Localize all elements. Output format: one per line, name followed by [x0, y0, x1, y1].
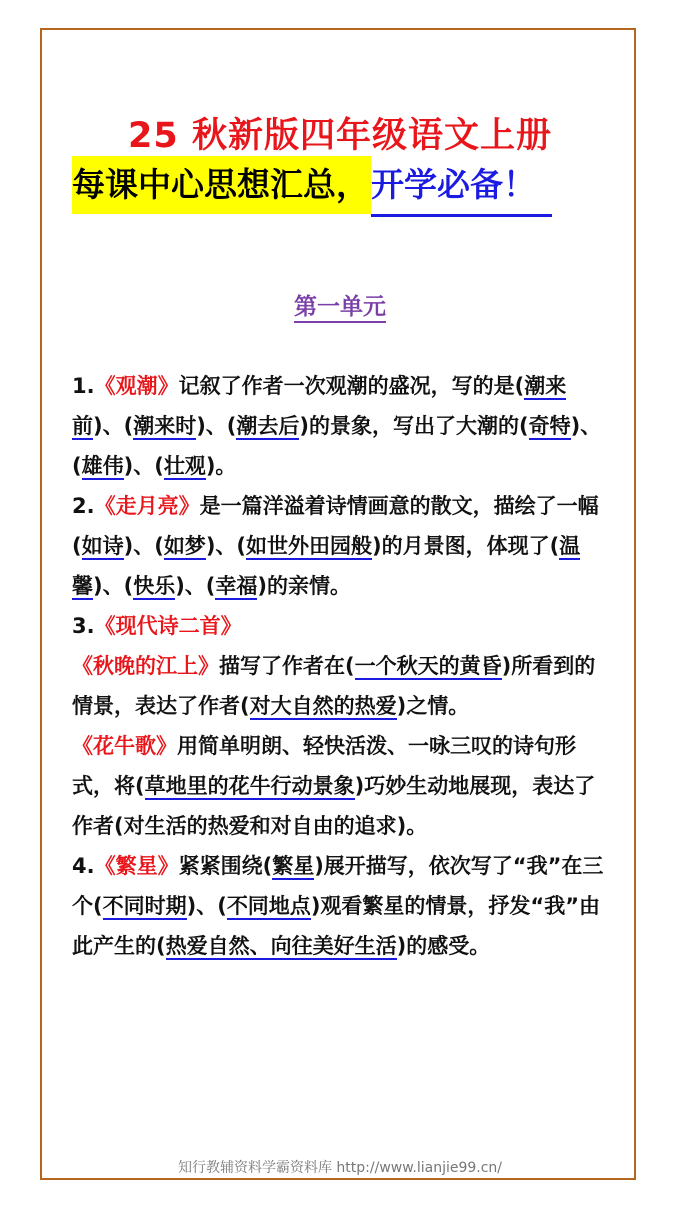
body-text: 3.: [72, 614, 95, 638]
body-text: )、(: [72, 414, 602, 478]
body-text: 紧紧围绕(: [178, 854, 273, 878]
body-text: )、(: [205, 534, 247, 558]
answer-text: 如世外田园般: [246, 534, 373, 558]
body-text: 用简单明朗、轻快活泼、一咏三叹的诗句形式，将(: [72, 734, 576, 798]
answer-text: 热爱自然、向往美好生活: [165, 934, 397, 958]
title-line1: 25 秋新版四年级语文上册: [128, 116, 552, 156]
title-highlight: 每课中心思想汇总，: [72, 156, 371, 214]
body-text: )的月景图，体现了(: [372, 534, 560, 558]
body-text: )之情。: [396, 694, 470, 718]
answer-text: 如诗: [81, 534, 124, 558]
unit-title: 第一单元: [0, 288, 680, 321]
answer-text: 幸福: [215, 574, 258, 598]
body-text: )、(: [123, 534, 164, 558]
footer-watermark: 知行教辅资料学霸资料库 http://www.lianjie99.cn/: [177, 1160, 503, 1176]
body-text: )、(: [186, 894, 227, 918]
body-text: )、(: [196, 414, 237, 438]
lesson-title: 《秋晚的江上》: [72, 654, 219, 678]
answer-text: 快乐: [133, 574, 176, 598]
body-text: 描写了作者在(: [219, 654, 355, 678]
body-text: 1.: [72, 374, 95, 398]
answer-text: 潮来前: [72, 374, 567, 438]
answer-text: 繁星: [272, 854, 315, 878]
body-text: 记叙了作者一次观潮的盛况，写的是(: [178, 374, 525, 398]
body-text: )观看繁星的情景，抒发“我”由此产生的(: [72, 894, 601, 958]
body-text: 4.: [72, 854, 95, 878]
answer-text: 草地里的花牛行动景象: [144, 774, 355, 798]
answer-text: 温馨: [72, 534, 581, 598]
answer-text: 不同地点: [226, 894, 311, 918]
item-3: [72, 606, 612, 646]
lesson-title: 《走月亮》: [94, 494, 200, 518]
body-text: )的亲情。: [257, 574, 352, 598]
answer-text: 一个秋天的黄昏: [354, 654, 502, 678]
answer-text: 潮来时: [133, 414, 197, 438]
body-text: )。: [205, 454, 237, 478]
answer-text: 如梦: [163, 534, 206, 558]
item-2: [72, 486, 612, 606]
answer-text: 不同时期: [102, 894, 187, 918]
body-text: )的感受。: [396, 934, 491, 958]
body-text: )、(: [175, 574, 216, 598]
body-text: 是一篇洋溢着诗情画意的散文，描绘了一幅(: [72, 494, 599, 558]
body-text: )巧妙生动地展现，表达了作者(对生活的热爱和对自由的追求)。: [72, 774, 596, 838]
lesson-title: 《花牛歌》: [72, 734, 177, 758]
body-text: )所看到的情景，表达了作者(: [72, 654, 596, 718]
answer-text: 雄伟: [81, 454, 124, 478]
answer-text: 壮观: [163, 454, 206, 478]
lesson-title: 《观潮》: [94, 374, 179, 398]
answer-text: 对大自然的热爱: [249, 694, 397, 718]
body-text: )的景象，写出了大潮的(: [299, 414, 529, 438]
summary-content: [72, 366, 612, 966]
title-blue: 开学必备！: [371, 156, 552, 217]
body-text: )展开描写，依次写了“我”在三个(: [72, 854, 604, 918]
item-3-sub-1: [72, 646, 612, 726]
title-line2: [72, 156, 612, 214]
body-text: )、(: [93, 414, 134, 438]
lesson-title: 《繁星》: [94, 854, 179, 878]
item-4: [72, 846, 612, 966]
body-text: 2.: [72, 494, 95, 518]
body-text: )、(: [123, 454, 164, 478]
answer-text: 潮去后: [236, 414, 300, 438]
answer-text: 奇特: [528, 414, 571, 438]
lesson-title: 《现代诗二首》: [94, 614, 242, 638]
item-3-sub-2: [72, 726, 612, 846]
item-1: [72, 366, 612, 486]
body-text: )、(: [93, 574, 134, 598]
